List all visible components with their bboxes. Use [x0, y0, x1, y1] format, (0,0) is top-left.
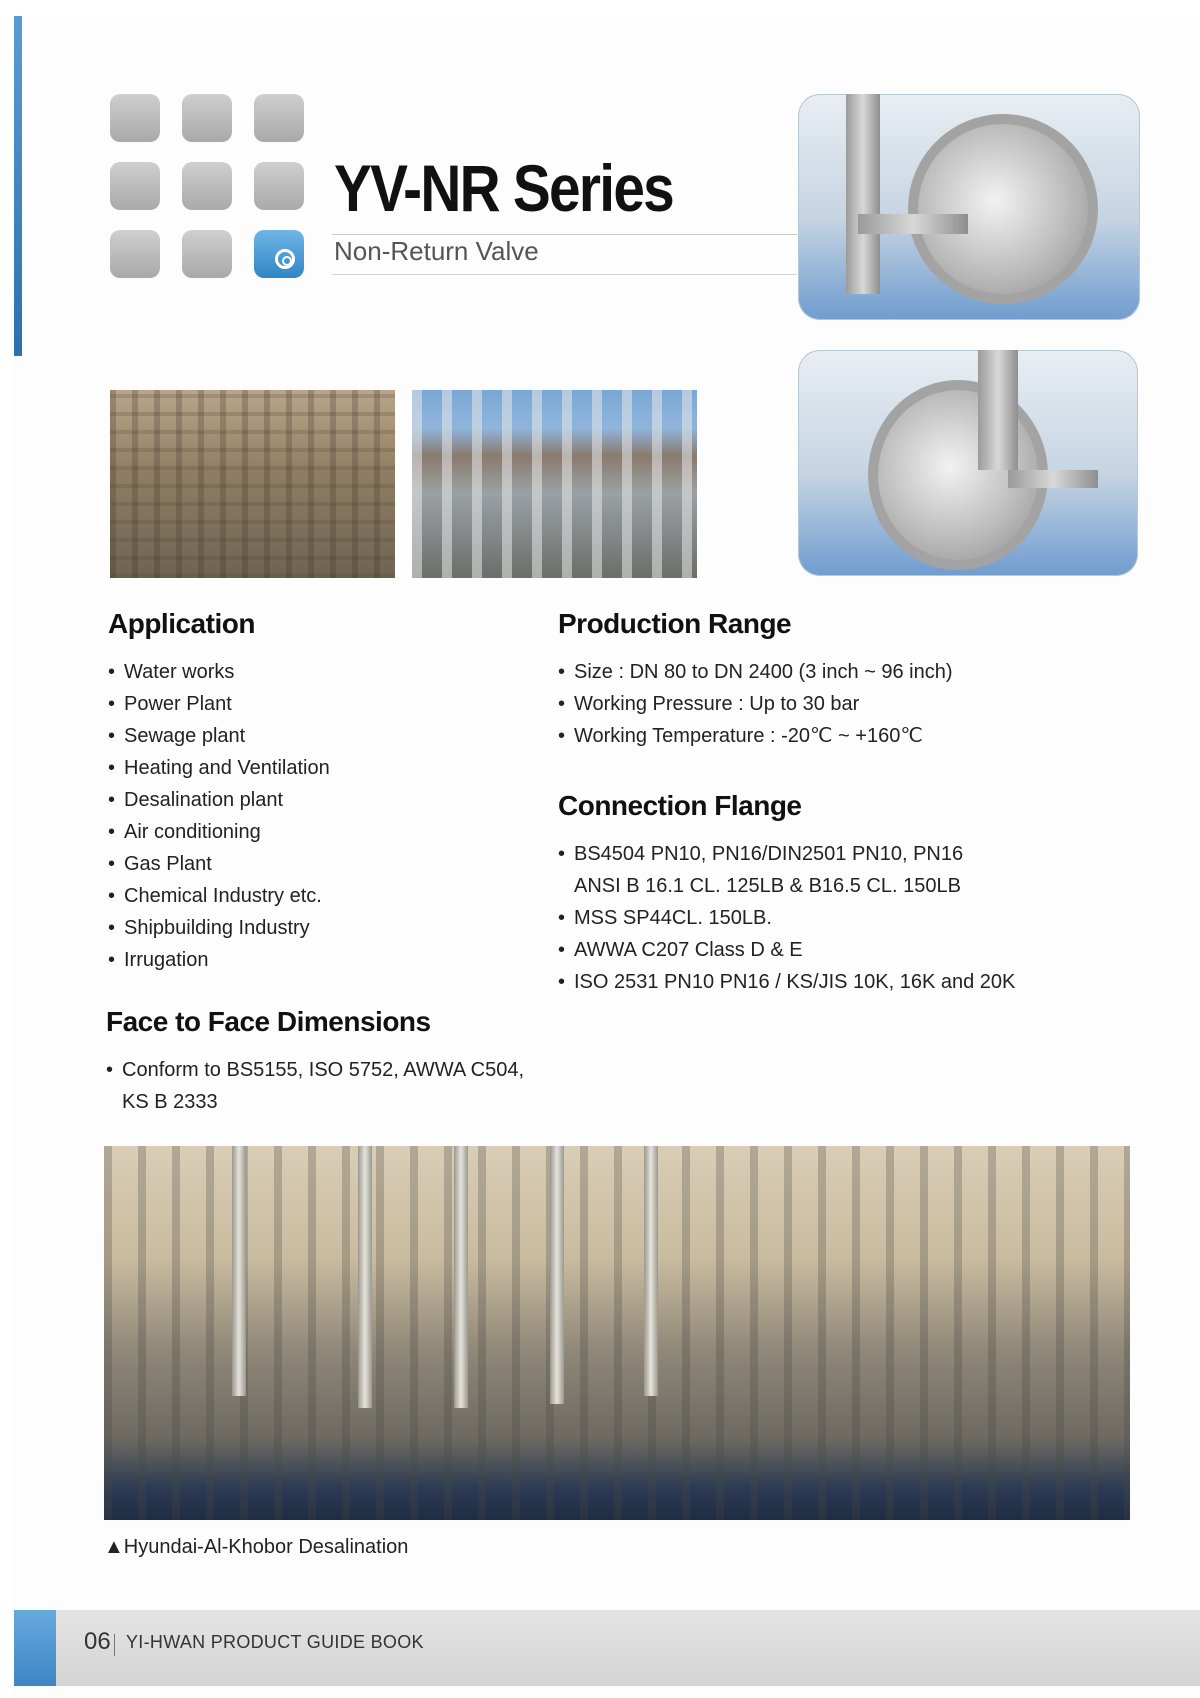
- valve-actuator-arm: [978, 350, 1018, 470]
- list-item: • AWWA C207 Class D & E: [558, 934, 1015, 966]
- valve-actuator-arm: [846, 94, 880, 294]
- list-item: • Working Pressure : Up to 30 bar: [558, 688, 953, 720]
- page-number: 06: [84, 1628, 111, 1655]
- production-range-list: [558, 656, 953, 752]
- application-list: [108, 656, 330, 976]
- footer-separator: [114, 1634, 115, 1656]
- logo-tile: [110, 162, 160, 210]
- list-item: • Power Plant: [108, 688, 330, 720]
- connection-flange-list: [558, 838, 1015, 998]
- connection-flange-heading: Connection Flange: [558, 790, 802, 821]
- page-subtitle: Non-Return Valve: [334, 236, 539, 266]
- valve-disc: [908, 114, 1098, 304]
- chimney-stack: [644, 1146, 658, 1396]
- logo-tile: [182, 94, 232, 142]
- list-item: • MSS SP44CL. 150LB.: [558, 902, 1015, 934]
- footer-accent-tab: [14, 1610, 56, 1686]
- list-item: • Water works: [108, 656, 330, 688]
- logo-tile: [254, 162, 304, 210]
- series-logo-tiles: [110, 94, 305, 280]
- valve-shaft: [858, 214, 968, 234]
- logo-tile: [182, 230, 232, 278]
- list-item: • Working Temperature : -20℃ ~ +160℃: [558, 720, 953, 752]
- chimney-stack: [358, 1146, 372, 1408]
- logo-tile: [254, 94, 304, 142]
- list-item-continuation: KS B 2333: [122, 1091, 218, 1113]
- logo-tile: [110, 230, 160, 278]
- photo-caption: ▲Hyundai-Al-Khobor Desalination: [104, 1536, 409, 1558]
- list-item: • Heating and Ventilation: [108, 752, 330, 784]
- list-item: • Shipbuilding Industry: [108, 912, 330, 944]
- desalination-plant-photo: [104, 1146, 1130, 1520]
- list-item: • Desalination plant: [108, 784, 330, 816]
- production-range-heading: Production Range: [558, 608, 792, 639]
- list-item: • Size : DN 80 to DN 2400 (3 inch ~ 96 inch): [558, 656, 953, 688]
- plant-photo-aerial: [110, 390, 395, 578]
- list-item: • Sewage plant: [108, 720, 330, 752]
- spine-accent-bar: [14, 16, 22, 356]
- title-divider: [332, 234, 797, 235]
- list-item: • Air conditioning: [108, 816, 330, 848]
- face-to-face-heading: Face to Face Dimensions: [106, 1006, 431, 1037]
- plant-photo-facility: [412, 390, 697, 578]
- chimney-stack: [550, 1146, 564, 1404]
- footer-book-title: YI-HWAN PRODUCT GUIDE BOOK: [126, 1632, 424, 1652]
- list-item: • ISO 2531 PN10 PN16 / KS/JIS 10K, 16K and 20K: [558, 966, 1015, 998]
- list-item: • Gas Plant: [108, 848, 330, 880]
- valve-lever: [1008, 470, 1098, 488]
- list-item-continuation: ANSI B 16.1 CL. 125LB & B16.5 CL. 150LB: [574, 875, 961, 897]
- list-item: • Chemical Industry etc.: [108, 880, 330, 912]
- subtitle-divider: [332, 274, 797, 275]
- valve-photo-bottom: [798, 350, 1138, 576]
- logo-tile: [182, 162, 232, 210]
- list-item: • Irrugation: [108, 944, 330, 976]
- face-to-face-list: [106, 1054, 524, 1118]
- target-icon: [254, 230, 304, 278]
- valve-photo-top: [798, 94, 1140, 320]
- chimney-stack: [232, 1146, 246, 1396]
- page-title: YV-NR Series: [334, 151, 674, 225]
- logo-tile: [110, 94, 160, 142]
- list-item: • Conform to BS5155, ISO 5752, AWWA C504,: [106, 1054, 524, 1086]
- application-heading: Application: [108, 608, 255, 639]
- chimney-stack: [454, 1146, 468, 1408]
- list-item: • BS4504 PN10, PN16/DIN2501 PN10, PN16: [558, 838, 1015, 870]
